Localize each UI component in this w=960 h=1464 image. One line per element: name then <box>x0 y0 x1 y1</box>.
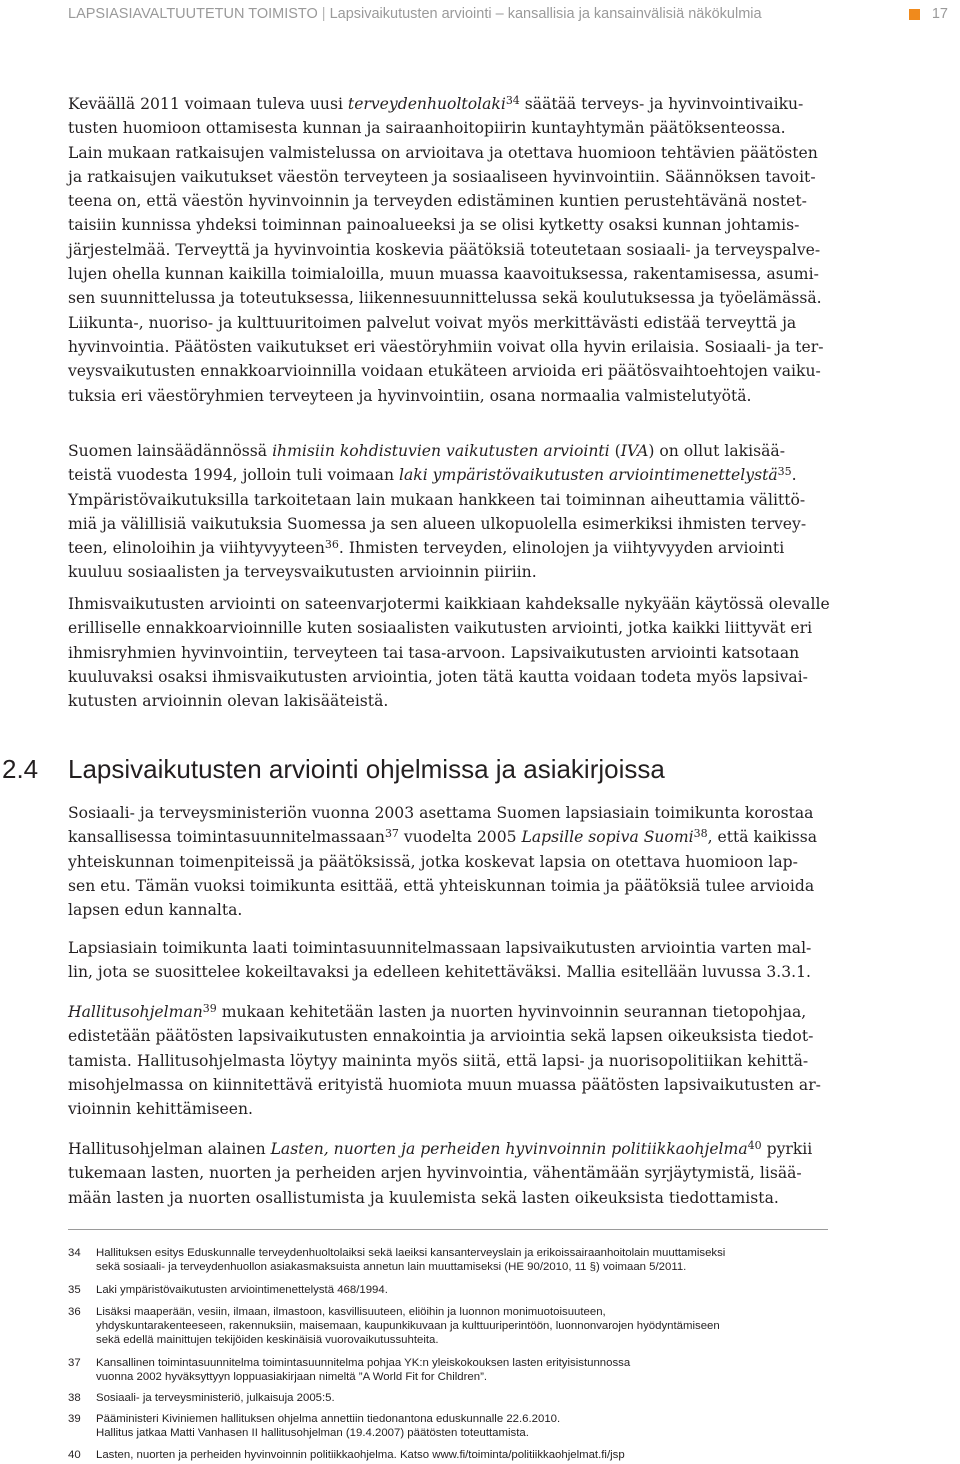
footnote-line: Lasten, nuorten ja perheiden hyvinvoinnin politiikkaohjelma. Katso www.fi/toiminta/politiikkaohjelmat.fi/jsp <box>96 1449 625 1461</box>
text-line <box>68 141 828 165</box>
text-run: vioinnin kehittämiseen. <box>68 1100 254 1119</box>
text-line <box>68 92 828 116</box>
text-line <box>68 1073 828 1097</box>
footnote-ref: 36 <box>324 538 339 552</box>
text-line <box>68 850 828 874</box>
text-run: IVA <box>620 442 649 460</box>
text-run: sen suunnittelussa ja toteutuksessa, liikennesuunnittelussa sekä koulutuksessa ja työelämässä. <box>68 289 822 308</box>
running-header <box>68 6 948 26</box>
text-run: tusten huomioon ottamisesta kunnan ja sairaanhoitopiirin kuntayhtymän päätöksenteossa. <box>68 119 786 138</box>
footnote-text <box>96 1283 388 1297</box>
footnote-line: Hallitus jatkaa Matti Vanhasen II hallitusohjelman (19.4.2007) päätösten toteuttamista. <box>96 1427 529 1439</box>
text-run: Hallitusohjelman <box>68 1003 203 1021</box>
text-line <box>68 384 828 408</box>
text-run: kutusten arvioinnin olevan lakisääteistä. <box>68 692 389 711</box>
text-run: miä ja välillisiä vaikutuksia Suomessa ja sen alueen ulkopuolella esimerkiksi ihmisten tervey- <box>68 514 807 533</box>
text-run: terveydenhuoltolaki <box>347 95 506 113</box>
text-line <box>68 825 828 849</box>
text-run: kuuluu sosiaalisten ja terveysvaikutusten arvioinnin piiriin. <box>68 563 537 582</box>
text-line <box>68 1097 828 1121</box>
text-line <box>68 286 828 310</box>
text-run: hyvinvointia. Päätösten vaikutukset eri väestöryhmiin voivat olla hyvin erilaisia. Sosiaali- ja ter- <box>68 337 824 356</box>
section-title: Lapsivaikutusten arviointi ohjelmissa ja asiakirjoissa <box>68 754 665 784</box>
paragraph-block <box>68 439 828 585</box>
text-line <box>68 592 828 616</box>
section-number: 2.4 <box>2 754 39 784</box>
footnote-line: sekä sosiaali- ja terveydenhuollon asiakasmaksuista annetun lain muuttamiseksi (HE 90/2010, 11 §) voimaan 5/2011. <box>96 1261 687 1273</box>
text-run: . Ihmisten terveyden, elinolojen ja viihtyvyyden arviointi <box>338 539 785 558</box>
footnote-number: 36 <box>68 1306 81 1318</box>
footnote-line: vuonna 2002 hyväksyttyyn loppuasiakirjaan nimeltä ”A World Fit for Children”. <box>96 1371 488 1383</box>
footnote-ref: 35 <box>777 465 792 479</box>
text-run: Ympäristövaikutuksilla tarkoitetaan lain mukaan hankkeen tai toiminnan aiheuttamia välittö- <box>68 490 806 509</box>
text-line <box>68 335 828 359</box>
footnote-number: 39 <box>68 1413 81 1425</box>
text-line <box>68 801 828 825</box>
text-run: veysvaikutusten ennakkoarvioinnilla voidaan etukäteen arvioida eri päätösvaihtoehtojen vaiku- <box>68 362 821 381</box>
footnote-line: Laki ympäristövaikutusten arviointimenettelystä 468/1994. <box>96 1284 388 1296</box>
text-run: Lapsille sopiva Suomi <box>521 828 694 847</box>
text-run: pyrkii <box>761 1140 813 1158</box>
footnote-text <box>96 1391 335 1405</box>
text-line <box>68 165 828 189</box>
footnote-text <box>96 1356 630 1384</box>
text-run: Suomen lainsäädännössä <box>68 442 273 460</box>
text-run: Keväällä 2011 voimaan tuleva uusi <box>68 95 348 113</box>
text-run: yhteiskunnan toimenpiteissä ja päätöksissä, jotka koskevat lapsia on otettava huomioon lap- <box>68 852 798 871</box>
paragraph-block <box>68 92 828 408</box>
footnote-ref: 40 <box>747 1139 762 1152</box>
paragraph-block <box>68 1000 828 1121</box>
footnote-text <box>96 1412 560 1440</box>
text-line <box>68 189 828 213</box>
text-line <box>68 616 828 640</box>
footnote-number: 35 <box>68 1284 81 1296</box>
text-line <box>68 874 828 898</box>
text-line <box>68 1186 828 1210</box>
text-run: , että kaikissa <box>707 828 818 847</box>
text-run: Sosiaali- ja terveysministeriön vuonna 2003 asettama Suomen lapsiasiain toimikunta korostaa <box>68 804 814 822</box>
text-line <box>68 512 828 536</box>
text-run: Lasten, nuorten ja perheiden hyvinvoinnin politiikkaohjelma <box>270 1140 748 1158</box>
text-line <box>68 960 828 984</box>
text-run: säätää terveys- ja hyvinvointivaiku- <box>519 95 804 113</box>
document-title: Lapsivaikutusten arviointi – kansallisia ja kansainvälisiä näkökulmia <box>329 6 762 22</box>
footnote-divider <box>68 1229 828 1230</box>
text-run: Liikunta-, nuoriso- ja kulttuuritoimen palvelut voivat myös merkittävästi edistää terveyttä ja <box>68 313 797 332</box>
footnote-ref: 37 <box>384 827 399 841</box>
text-line <box>68 936 828 960</box>
footnote-text <box>96 1305 720 1347</box>
text-line <box>68 689 828 713</box>
footnote-line: Lisäksi maaperään, vesiin, ilmaan, ilmastoon, kasvillisuuteen, eliöihin ja luonnon monimuotoisuuteen, <box>96 1306 606 1318</box>
text-run: mään lasten ja nuorten osallistumista ja kuulemista sekä lasten oikeuksista tiedottamista. <box>68 1188 779 1207</box>
text-run: ) on ollut lakisää- <box>648 442 785 460</box>
text-run: ja ratkaisujen vaikutukset väestön terveyteen ja sosiaaliseen hyvinvointiin. Säännöksen tavoit- <box>68 167 816 186</box>
footnote-number: 37 <box>68 1357 81 1369</box>
text-run: erilliselle ennakkoarvioinnille kuten sosiaalisten vaikutusten arviointi, jotka kaikki liittyvät eri <box>68 619 813 638</box>
text-run: Lapsiasiain toimikunta laati toimintasuunnitelmassaan lapsivaikutusten arviointia varten mal- <box>68 939 812 957</box>
text-run: järjestelmää. Terveyttä ja hyvinvointia koskevia päätöksiä toteutetaan sosiaali- ja terveyspalve- <box>68 240 821 259</box>
text-line <box>68 1137 828 1161</box>
footnote-ref: 34 <box>505 94 520 107</box>
text-run: Hallitusohjelman alainen <box>68 1140 271 1158</box>
footnote-line: Sosiaali- ja terveysministeriö, julkaisuja 2005:5. <box>96 1392 335 1404</box>
text-line <box>68 1024 828 1048</box>
text-run: ihmisryhmien hyvinvointiin, terveyteen tai tasa-arvoon. Lapsivaikutusten arviointi katsotaan <box>68 643 800 662</box>
text-line <box>68 1000 828 1024</box>
text-run: lin, jota se suosittelee kokeiltavaksi ja edelleen kehitettäväksi. Mallia esitellään luvussa 3.3.1. <box>68 963 811 982</box>
text-line <box>68 641 828 665</box>
footnote-number: 38 <box>68 1392 81 1404</box>
footnote-text <box>96 1246 725 1274</box>
paragraph-block <box>68 801 828 922</box>
text-run: teen, elinoloihin ja viihtyvyyteen <box>68 539 325 558</box>
paragraph-block <box>68 936 828 985</box>
text-run: kuuluvaksi osaksi ihmisvaikutusten arviointia, joten tätä kautta voidaan todeta myös lapsivai- <box>68 667 808 686</box>
header-separator: | <box>321 6 326 22</box>
publisher-name: LAPSIASIAVALTUUTETUN TOIMISTO <box>68 6 318 22</box>
text-line <box>68 898 828 922</box>
text-run: tuksia eri väestöryhmien terveyteen ja hyvinvointiin, osana normaalia valmistelutyötä. <box>68 386 752 405</box>
text-line <box>68 463 828 487</box>
text-run: ihmisiin kohdistuvien vaikutusten arviointi <box>272 442 610 460</box>
text-line <box>68 213 828 237</box>
orange-square-icon <box>909 9 920 20</box>
text-run: lujen ohella kunnan kaikilla toimialoilla, muun muassa kaavoituksessa, rakentamisessa, asumi- <box>68 265 819 284</box>
footnote-ref: 38 <box>693 827 708 841</box>
text-run: lapsen edun kannalta. <box>68 901 243 920</box>
text-run: edistetään päätösten lapsivaikutusten ennakointia ja arviointia sekä lapsen oikeuksista tiedot- <box>68 1027 814 1046</box>
text-run: teistä vuodesta 1994, jolloin tuli voimaan <box>68 466 399 485</box>
text-run: sen etu. Tämän vuoksi toimikunta esittää, että yhteiskunnan toimia ja päätöksiä tulee arvioida <box>68 876 815 895</box>
paragraph-block <box>68 592 828 713</box>
footnote-number: 40 <box>68 1449 81 1461</box>
text-line <box>68 439 828 463</box>
text-run: Lain mukaan ratkaisujen valmistelussa on arvioitava ja otettava huomioon tehtävien päätösten <box>68 143 818 162</box>
text-line <box>68 536 828 560</box>
text-run: tukemaan lasten, nuorten ja perheiden arjen hyvinvointia, vähentämään syrjäytymistä, lisää- <box>68 1164 802 1183</box>
text-line <box>68 665 828 689</box>
text-run: teena on, että väestön hyvinvoinnin ja terveyden edistäminen kuntien perustehtävänä nostet- <box>68 192 807 211</box>
text-run: mukaan kehitetään lasten ja nuorten hyvinvoinnin seurannan tietopohjaa, <box>216 1003 807 1021</box>
footnote-line: Hallituksen esitys Eduskunnalle terveydenhuoltolaiksi sekä laeiksi kansanterveyslain ja erikoissairaanhoitolain muuttamiseksi <box>96 1247 726 1259</box>
text-line <box>68 359 828 383</box>
text-run: tamista. Hallitusohjelmasta löytyy maininta myös siitä, että lapsi- ja nuorisopolitiikan kehittä- <box>68 1051 809 1070</box>
footnote-ref: 39 <box>202 1002 217 1015</box>
text-run: ( <box>609 442 621 460</box>
text-run: misohjelmassa on kiinnitettävä erityistä huomiota muun muassa päätösten lapsivaikutusten ar- <box>68 1075 821 1094</box>
page-number: 17 <box>931 6 948 22</box>
text-line <box>68 1049 828 1073</box>
text-run: taisiin kunnissa yhdeksi toiminnan painoalueeksi ja se olisi kytketty osaksi kunnan johtamis- <box>68 216 800 235</box>
paragraph-block <box>68 1137 828 1210</box>
text-run: kansallisessa toimintasuunnitelmassaan <box>68 828 385 847</box>
footnote-text <box>96 1448 625 1462</box>
text-line <box>68 311 828 335</box>
text-run: laki ympäristövaikutusten arviointimenettelystä <box>398 466 778 485</box>
text-line <box>68 116 828 140</box>
text-line <box>68 238 828 262</box>
text-line <box>68 560 828 584</box>
footnote-line: Kansallinen toimintasuunnitelma toimintasuunnitelma pohjaa YK:n yleiskokouksen lasten erityisistunnossa <box>96 1357 631 1369</box>
footnote-line: Pääministeri Kiviniemen hallituksen ohjelma annettiin tiedonantona eduskunnalle 22.6.2010. <box>96 1413 561 1425</box>
text-run: . <box>791 466 797 485</box>
text-run: Ihmisvaikutusten arviointi on sateenvarjotermi kaikkiaan kahdeksalle nykyään käytössä olevalle <box>68 595 830 613</box>
text-run: vuodelta 2005 <box>398 828 522 847</box>
footnote-line: yhdyskuntarakenteeseen, rakennuksiin, maisemaan, kaupunkikuvaan ja kulttuuriperintöön, luonnonvarojen hyödyntämiseen <box>96 1320 720 1332</box>
footnote-line: sekä edellä mainittujen tekijöiden keskinäisiä vuorovaikutussuhteita. <box>96 1334 439 1346</box>
footnote-number: 34 <box>68 1247 81 1259</box>
text-line <box>68 1161 828 1185</box>
text-line <box>68 488 828 512</box>
text-line <box>68 262 828 286</box>
